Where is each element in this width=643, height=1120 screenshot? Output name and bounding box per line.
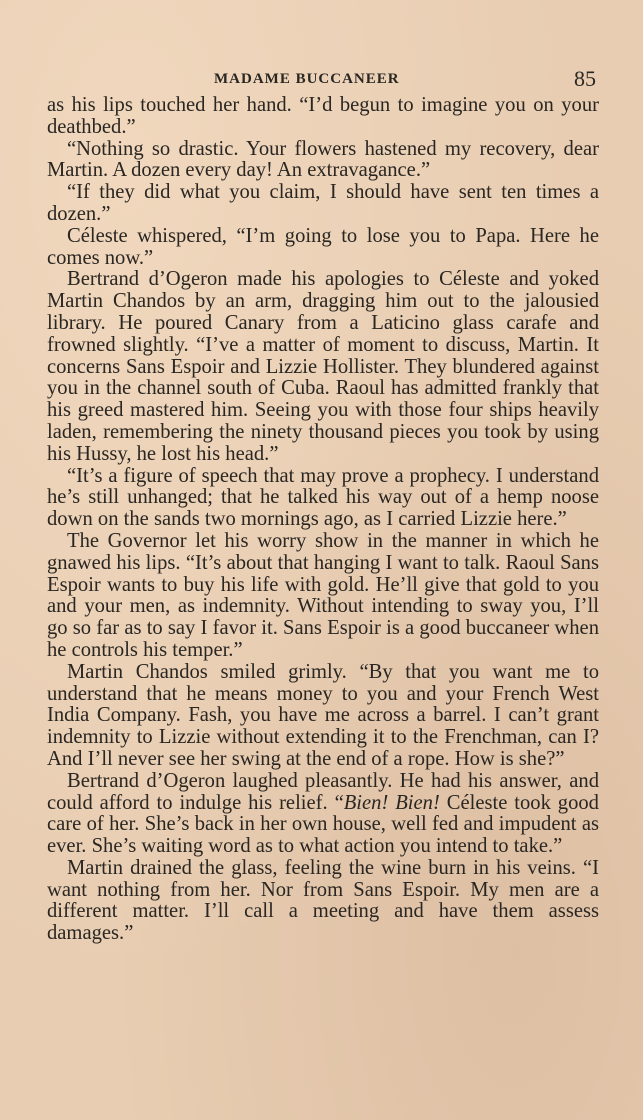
paragraph: as his lips touched her hand. “I’d begun to imagine you on your deathbed.” xyxy=(47,94,599,138)
paragraph: Céleste whispered, “I’m going to lose you to Papa. Here he comes now.” xyxy=(47,224,599,269)
paragraph: Martin Chandos smiled grimly. “By that you want me to understand that he means money to you and your French West India Company. Fash, you have me across a barrel. I can’t grant indemnity to Lizzie without extending it to the Frenchman, can I? And I’ll never see her swing at the end of a rope. How is she?” xyxy=(47,660,599,770)
paragraph xyxy=(47,771,599,858)
paragraph: “It’s a figure of speech that may prove a prophecy. I understand he’s still unhanged; that he talked his way out of a hemp noose down on the sands two mornings ago, as I carried Lizzie here.” xyxy=(47,464,599,531)
page-number: 85 xyxy=(574,66,596,91)
paragraph: “If they did what you claim, I should have sent ten times a dozen.” xyxy=(47,181,599,225)
paragraph: Martin drained the glass, feeling the wine burn in his veins. “I want nothing from her. Nor from Sans Espoir. My men are a different matter. I’ll call a meeting and have them assess damages.” xyxy=(47,856,599,945)
paragraph: Bertrand d’Ogeron made his apologies to Céleste and yoked Martin Chandos by an arm, dragging him out to the jalousied library. He poured Canary from a Laticino glass carafe and frowned slightly. “I’ve a matter of moment to discuss, Martin. It concerns Sans Espoir and Lizzie Hollister. They blundered against you in the channel south of Cuba. Raoul has admitted frankly that his greed mastered him. Seeing you with those four ships heavily laden, remembering the ninety thousand pieces you took by using his Hussy, he lost his head.” xyxy=(47,268,599,465)
body-text xyxy=(47,95,599,945)
running-head: MADAME BUCCANEER xyxy=(214,71,400,87)
paragraph-text: Céleste took good care of her. She’s back in her own house, well fed and impudent as ever. She’s waiting word as to what action you intend to take.” xyxy=(47,791,599,858)
italic-exclamation: Bien! Bien! xyxy=(343,791,440,814)
paragraph: “Nothing so drastic. Your flowers hastened my recovery, dear Martin. A dozen every day! An extravagance.” xyxy=(47,137,599,182)
page-header xyxy=(48,66,598,96)
paragraph: The Governor let his worry show in the manner in which he gnawed his lips. “It’s about that hanging I want to talk. Raoul Sans Espoir wants to buy his life with gold. He’ll give that gold to you and your men, as indemnity. Without intending to sway you, I’ll go so far as to say I favor it. Sans Espoir is a good buccaneer when he controls his temper.” xyxy=(47,529,599,661)
paragraph-text: Bertrand d’Ogeron laughed pleasantly. He had his answer, and could afford to indulge his relief. “ xyxy=(47,769,599,814)
